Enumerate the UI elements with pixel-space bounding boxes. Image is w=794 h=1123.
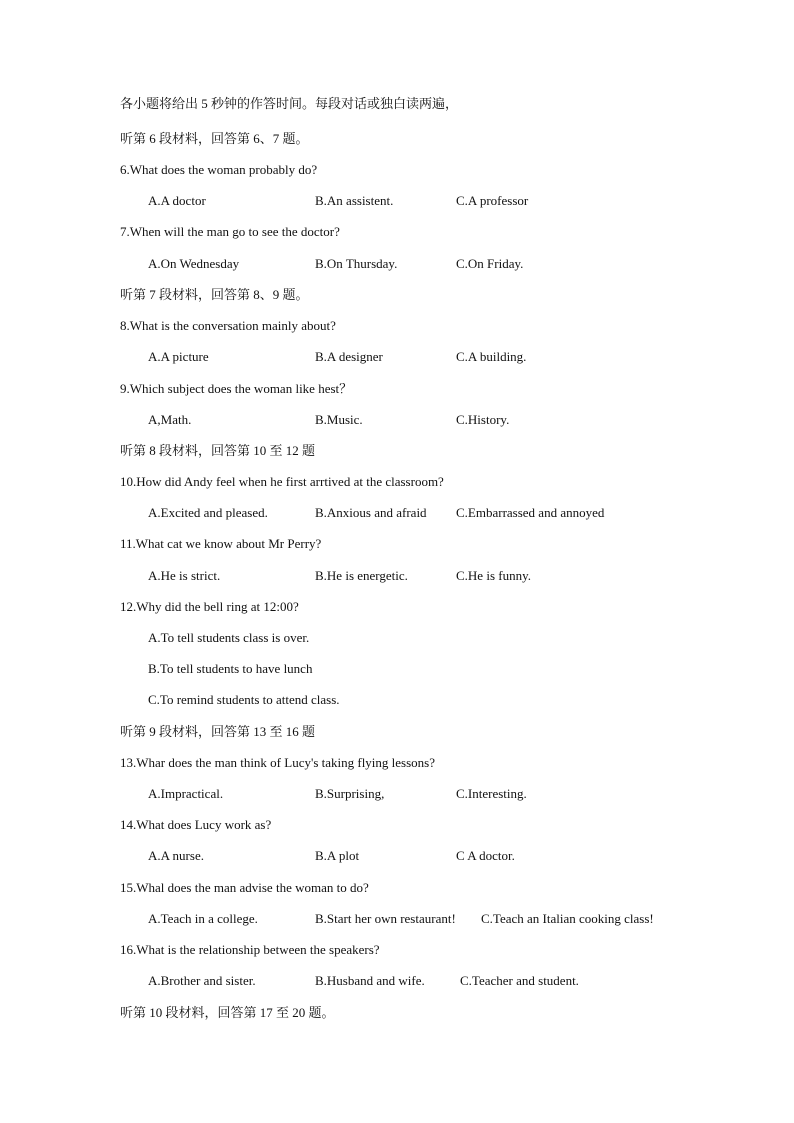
option-c: C.To remind students to attend class. (148, 692, 340, 707)
option-a: A.A nurse. (148, 848, 204, 863)
section-heading: 听第 9 段材料，回答第 13 至 16 题 (120, 724, 316, 739)
option-c: C.History. (456, 412, 510, 427)
option-c: C.He is funny. (456, 568, 531, 583)
question-stem: 9.Which subject does the woman like hest？ (120, 381, 353, 396)
option-b: B.An assistent. (315, 193, 394, 208)
question-stem: 15.Whal does the man advise the woman to do? (120, 880, 369, 895)
option-c: C.A building. (456, 349, 527, 364)
question-stem: 6.What does the woman probably do? (120, 162, 318, 177)
question-stem: 14.What does Lucy work as? (120, 817, 272, 832)
question-stem: 8.What is the conversation mainly about? (120, 318, 336, 333)
option-a: A.Brother and sister. (148, 973, 256, 988)
option-b: B.He is energetic. (315, 568, 408, 583)
question-stem: 11.What cat we know about Mr Perry? (120, 536, 322, 551)
question-stem: 7.When will the man go to see the doctor? (120, 224, 340, 239)
section-heading: 听第 6 段材料，回答第 6、7 题。 (120, 131, 309, 146)
option-a: A.A picture (148, 349, 209, 364)
option-b: B.Music. (315, 412, 363, 427)
question-stem: 16.What is the relationship between the speakers? (120, 942, 380, 957)
section-heading: 听第 8 段材料，回答第 10 至 12 题 (120, 443, 316, 458)
option-c: C.Embarrassed and annoyed (456, 505, 605, 520)
option-a: A,Math. (148, 412, 192, 427)
option-a: A.Excited and pleased. (148, 505, 268, 520)
option-b: B.A designer (315, 349, 383, 364)
option-b: B.Start her own restaurant! (315, 911, 456, 926)
option-a: A.He is strict. (148, 568, 221, 583)
option-c: C A doctor. (456, 848, 515, 863)
section-heading: 听第 10 段材料，回答第 17 至 20 题。 (120, 1005, 335, 1020)
option-c: C.On Friday. (456, 256, 524, 271)
question-stem: 13.Whar does the man think of Lucy's taking flying lessons? (120, 755, 436, 770)
option-b: B.Surprising, (315, 786, 385, 801)
option-b: B.A plot (315, 848, 360, 863)
question-stem: 10.How did Andy feel when he first arrtived at the classroom? (120, 474, 444, 489)
section-heading: 听第 7 段材料，回答第 8、9 题。 (120, 287, 309, 302)
option-b: B.On Thursday. (315, 256, 398, 271)
option-c: C.Teach an Italian cooking class! (481, 911, 654, 926)
option-a: A.Impractical. (148, 786, 224, 801)
question-stem: 12.Why did the bell ring at 12:00? (120, 599, 299, 614)
option-a: A.Teach in a college. (148, 911, 258, 926)
option-c: C.Teacher and student. (460, 973, 579, 988)
instruction-text: 各小题将给出 5 秒钟的作答时间。每段对话或独白读两遍， (120, 96, 459, 111)
option-a: A.A doctor (148, 193, 206, 208)
option-c: C.Interesting. (456, 786, 527, 801)
option-b: B.Husband and wife. (315, 973, 425, 988)
option-a: A.To tell students class is over. (148, 630, 310, 645)
option-b: B.To tell students to have lunch (148, 661, 313, 676)
option-b: B.Anxious and afraid (315, 505, 427, 520)
option-c: C.A professor (456, 193, 529, 208)
option-a: A.On Wednesday (148, 256, 240, 271)
